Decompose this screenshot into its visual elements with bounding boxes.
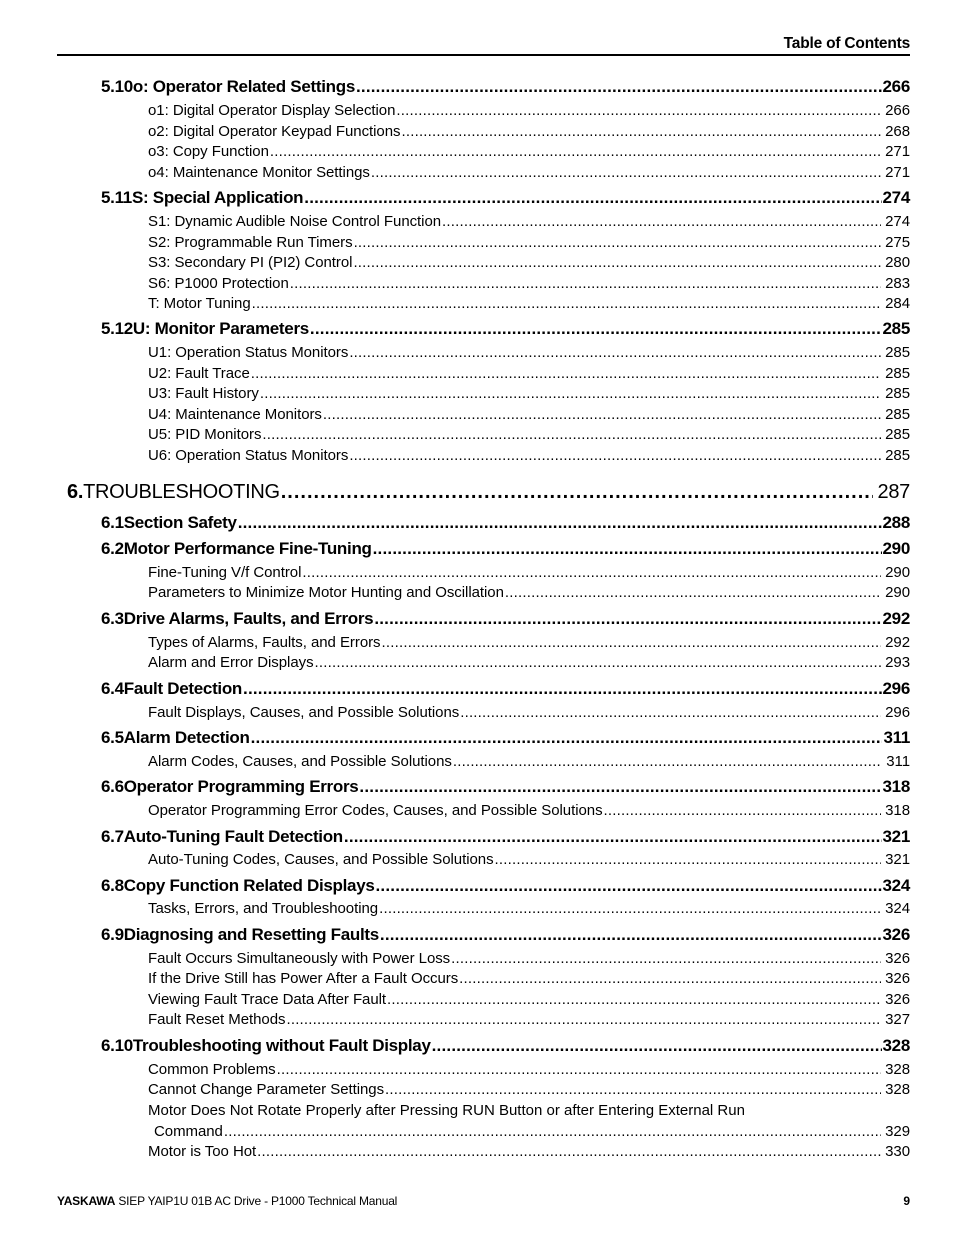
toc-entry[interactable] (101, 925, 910, 945)
dot-leader (373, 539, 882, 559)
dot-leader (359, 777, 881, 797)
toc-entry[interactable] (148, 123, 910, 140)
toc-entry-number: 6.10 (101, 1036, 133, 1055)
toc-entry-title: Alarm Codes, Causes, and Possible Solutions (148, 753, 452, 770)
toc-entry-number: 6.9 (101, 925, 124, 944)
dot-leader (453, 753, 882, 770)
dot-leader (349, 447, 881, 464)
toc-entry[interactable] (148, 970, 910, 987)
toc-entry-title: Fault Detection (123, 679, 243, 698)
toc-entry-title: Troubleshooting without Fault Display (132, 1036, 431, 1055)
toc-entry-title: Alarm and Error Displays (148, 654, 314, 671)
toc-entry-title: Fault Occurs Simultaneously with Power Loss (148, 950, 451, 967)
toc-entry-title: Tasks, Errors, and Troubleshooting (148, 900, 379, 917)
toc-entry-page: 293 (885, 654, 910, 671)
toc-entry-page: 285 (885, 385, 910, 402)
toc-entry-title: Motor Performance Fine-Tuning (123, 539, 372, 558)
toc-entry-page: 285 (885, 447, 910, 464)
toc-entry[interactable] (101, 777, 910, 797)
toc-entry-title: U6: Operation Status Monitors (148, 447, 349, 464)
toc-entry-page: 271 (885, 164, 910, 181)
toc-entry-title: Operator Programming Error Codes, Causes, and Possible Solutions (148, 802, 603, 819)
dot-leader (344, 827, 882, 847)
toc-entry[interactable] (148, 634, 910, 651)
toc-entry-title: o4: Maintenance Monitor Settings (148, 164, 370, 181)
footer-document-info (57, 1194, 397, 1208)
toc-entry-page: 290 (882, 539, 910, 558)
toc-entry-number: 6.7 (101, 827, 124, 846)
toc-entry[interactable] (148, 275, 910, 292)
toc-entry-title: S: Special Application (131, 188, 304, 207)
toc-entry-page: 271 (885, 143, 910, 160)
toc-entry[interactable] (101, 513, 910, 533)
toc-entry-page: 329 (885, 1123, 910, 1140)
toc-entry-page: 321 (882, 827, 910, 846)
toc-entry-page: 324 (885, 900, 910, 917)
toc-entry-title: Alarm Detection (123, 728, 250, 747)
toc-entry-page: 292 (882, 609, 910, 628)
dot-leader (290, 275, 881, 292)
dot-leader (385, 1081, 881, 1098)
dot-leader (505, 584, 881, 601)
toc-entry-title: Auto-Tuning Fault Detection (123, 827, 343, 846)
dot-leader (323, 406, 881, 423)
toc-entry-page: 284 (885, 295, 910, 312)
toc-entry-page: 275 (885, 234, 910, 251)
dot-leader (286, 1011, 881, 1028)
toc-entry[interactable] (148, 1143, 910, 1160)
toc-entry-page: 280 (885, 254, 910, 271)
footer-document-title: SIEP YAIP1U 01B AC Drive - P1000 Technical Manual (118, 1194, 398, 1208)
toc-entry-page: 326 (885, 991, 910, 1008)
dot-leader (262, 426, 881, 443)
toc-entry[interactable] (148, 991, 910, 1008)
toc-entry[interactable] (148, 654, 910, 671)
footer-brand: YASKAWA (57, 1194, 116, 1208)
toc-entry[interactable] (148, 143, 910, 160)
header-title: Table of Contents (783, 35, 910, 52)
dot-leader (459, 970, 881, 987)
toc-entry[interactable] (101, 679, 910, 699)
dot-leader (374, 609, 881, 629)
toc-entry-page: 326 (885, 970, 910, 987)
toc-entry-page: 318 (882, 777, 910, 796)
dot-leader (495, 851, 882, 868)
toc-entry-title: TROUBLESHOOTING (83, 481, 280, 503)
toc-entry-page: 296 (882, 679, 910, 698)
toc-entry[interactable] (101, 876, 910, 896)
toc-entry-title: Fine-Tuning V/f Control (148, 564, 302, 581)
toc-entry[interactable] (148, 234, 910, 251)
toc-entry[interactable] (101, 728, 910, 748)
dot-leader (310, 319, 882, 339)
toc-entry-title: Section Safety (123, 513, 237, 532)
toc-entry-number: 6.5 (101, 728, 124, 747)
toc-entry-title: Drive Alarms, Faults, and Errors (123, 609, 374, 628)
toc-entry[interactable] (148, 564, 910, 581)
toc-entry-title: Operator Programming Errors (123, 777, 359, 796)
dot-leader (432, 1036, 882, 1056)
dot-leader (302, 564, 881, 581)
dot-leader (396, 102, 881, 119)
dot-leader (251, 365, 881, 382)
toc-entry-page: 285 (882, 319, 910, 338)
toc-entry-page: 266 (885, 102, 910, 119)
toc-entry-title: Motor is Too Hot (148, 1143, 257, 1160)
toc-entry[interactable] (101, 827, 910, 847)
dot-leader (270, 143, 881, 160)
toc-entry-page: 318 (885, 802, 910, 819)
dot-leader (379, 900, 881, 917)
toc-entry[interactable] (101, 1036, 910, 1056)
toc-entry[interactable] (154, 1123, 910, 1140)
toc-entry[interactable] (101, 609, 910, 629)
toc-entry-page: 283 (885, 275, 910, 292)
toc-entry[interactable] (67, 481, 910, 504)
toc-entry-number: 6.6 (101, 777, 124, 796)
dot-leader (387, 991, 881, 1008)
toc-entry-title: U2: Fault Trace (148, 365, 250, 382)
toc-entry-number: 6.2 (101, 539, 124, 558)
toc-entry-number: 6.1 (101, 513, 124, 532)
toc-entry-page: 268 (885, 123, 910, 140)
toc-entry-page: 287 (877, 481, 910, 503)
toc-entry-page: 328 (882, 1036, 910, 1055)
toc-entry-title: o2: Digital Operator Keypad Functions (148, 123, 401, 140)
toc-entry-title: Diagnosing and Resetting Faults (123, 925, 379, 944)
toc-entry-page: 290 (885, 584, 910, 601)
dot-leader (238, 513, 882, 533)
dot-leader (442, 213, 881, 230)
toc-entry[interactable] (148, 900, 910, 917)
dot-leader (349, 344, 881, 361)
toc-entry-title: U5: PID Monitors (148, 426, 262, 443)
toc-entry-page: 311 (883, 728, 910, 747)
header-rule (57, 54, 910, 56)
toc-entry[interactable] (148, 213, 910, 230)
dot-leader (451, 950, 881, 967)
toc-entry-page: 326 (885, 950, 910, 967)
toc-entry[interactable] (101, 319, 910, 339)
toc-entry-title: Types of Alarms, Faults, and Errors (148, 634, 381, 651)
toc-entry-title: S1: Dynamic Audible Noise Control Function (148, 213, 442, 230)
toc-entry-title: o3: Copy Function (148, 143, 269, 160)
dot-leader (257, 1143, 881, 1160)
toc-entry-number: 5.12 (101, 319, 133, 338)
toc-entry-number: 6.4 (101, 679, 124, 698)
footer-page-number: 9 (903, 1194, 910, 1208)
toc-entry[interactable] (148, 1011, 910, 1028)
toc-entry-title: T: Motor Tuning (148, 295, 251, 312)
toc-entry[interactable] (148, 851, 910, 868)
toc-entry-number: 6. (67, 481, 84, 503)
toc-entry-text: Motor Does Not Rotate Properly after Pressing RUN Button or after Entering External Run (148, 1102, 745, 1119)
toc-entry-title: Auto-Tuning Codes, Causes, and Possible Solutions (148, 851, 494, 868)
toc-entry[interactable] (148, 164, 910, 181)
dot-leader (460, 704, 881, 721)
toc-entry[interactable] (148, 426, 910, 443)
toc-entry-title: U3: Fault History (148, 385, 259, 402)
toc-entry[interactable] (148, 802, 910, 819)
toc-entry-title: o: Operator Related Settings (132, 77, 355, 96)
toc-entry[interactable] (148, 584, 910, 601)
toc-entry-title: Fault Displays, Causes, and Possible Solutions (148, 704, 460, 721)
toc-entry-title: Parameters to Minimize Motor Hunting and Oscillation (148, 584, 504, 601)
toc-entry-page: 266 (882, 77, 910, 96)
toc-entry-page: 288 (882, 513, 910, 532)
dot-leader (371, 164, 881, 181)
toc-entry[interactable] (148, 1061, 910, 1078)
toc-entry[interactable] (148, 1081, 910, 1098)
dot-leader (251, 728, 883, 748)
toc-entry[interactable] (148, 447, 910, 464)
toc-entry-number: 6.3 (101, 609, 124, 628)
toc-entry-title: U4: Maintenance Monitors (148, 406, 322, 423)
toc-entry-title: U: Monitor Parameters (132, 319, 309, 338)
toc-entry-page: 311 (886, 753, 910, 770)
toc-entry[interactable] (101, 77, 910, 97)
dot-leader (224, 1123, 881, 1140)
toc-entry-page: 296 (885, 704, 910, 721)
toc-entry-page: 285 (885, 365, 910, 382)
toc-entry-title: Command (154, 1123, 223, 1140)
dot-leader (277, 1061, 881, 1078)
toc-entry-page: 285 (885, 344, 910, 361)
toc-entry-title: o1: Digital Operator Display Selection (148, 102, 396, 119)
dot-leader (376, 876, 882, 896)
toc-entry[interactable] (148, 344, 910, 361)
toc-entry-title: If the Drive Still has Power After a Fault Occurs (148, 970, 459, 987)
toc-entry-title: Copy Function Related Displays (123, 876, 375, 895)
toc-entry-page: 328 (885, 1081, 910, 1098)
toc-entry[interactable] (148, 753, 910, 770)
dot-leader (304, 188, 881, 208)
dot-leader (354, 234, 882, 251)
toc-entry-title: U1: Operation Status Monitors (148, 344, 349, 361)
toc-entry-title: S3: Secondary PI (PI2) Control (148, 254, 353, 271)
toc-entry-title: Common Problems (148, 1061, 276, 1078)
toc-entry-page: 274 (882, 188, 910, 207)
toc-entry-page: 290 (885, 564, 910, 581)
toc-entry-page: 274 (885, 213, 910, 230)
toc-entry-page: 285 (885, 426, 910, 443)
dot-leader (380, 925, 882, 945)
toc-entry-page: 324 (882, 876, 910, 895)
dot-leader (401, 123, 881, 140)
toc-entry-page: 321 (885, 851, 910, 868)
toc-entry[interactable] (148, 406, 910, 423)
toc-entry[interactable] (148, 365, 910, 382)
toc-entry[interactable] (148, 295, 910, 312)
toc-entry-number: 6.8 (101, 876, 124, 895)
toc-entry[interactable] (101, 539, 910, 559)
toc-entry-title: S6: P1000 Protection (148, 275, 289, 292)
toc-entry-title: Viewing Fault Trace Data After Fault (148, 991, 387, 1008)
dot-leader (252, 295, 881, 312)
toc-entry-page: 292 (885, 634, 910, 651)
toc-entry-page: 326 (882, 925, 910, 944)
toc-entry[interactable] (148, 704, 910, 721)
toc-entry-page: 327 (885, 1011, 910, 1028)
toc-entry[interactable] (148, 102, 910, 119)
dot-leader (315, 654, 882, 671)
toc-entry-number: 5.11 (101, 188, 132, 207)
toc-entry-title: Fault Reset Methods (148, 1011, 286, 1028)
toc-entry-title: Cannot Change Parameter Settings (148, 1081, 385, 1098)
dot-leader (604, 802, 882, 819)
dot-leader (281, 481, 873, 504)
toc-entry[interactable] (148, 950, 910, 967)
dot-leader (260, 385, 881, 402)
dot-leader (382, 634, 882, 651)
toc-entry[interactable] (101, 188, 910, 208)
toc-entry-page: 328 (885, 1061, 910, 1078)
toc-entry[interactable] (148, 254, 910, 271)
dot-leader (243, 679, 882, 699)
dot-leader (353, 254, 881, 271)
toc-entry-page: 330 (885, 1143, 910, 1160)
toc-entry-number: 5.10 (101, 77, 133, 96)
toc-entry-page: 285 (885, 406, 910, 423)
toc-entry[interactable] (148, 385, 910, 402)
dot-leader (356, 77, 882, 97)
toc-entry-title: S2: Programmable Run Timers (148, 234, 353, 251)
